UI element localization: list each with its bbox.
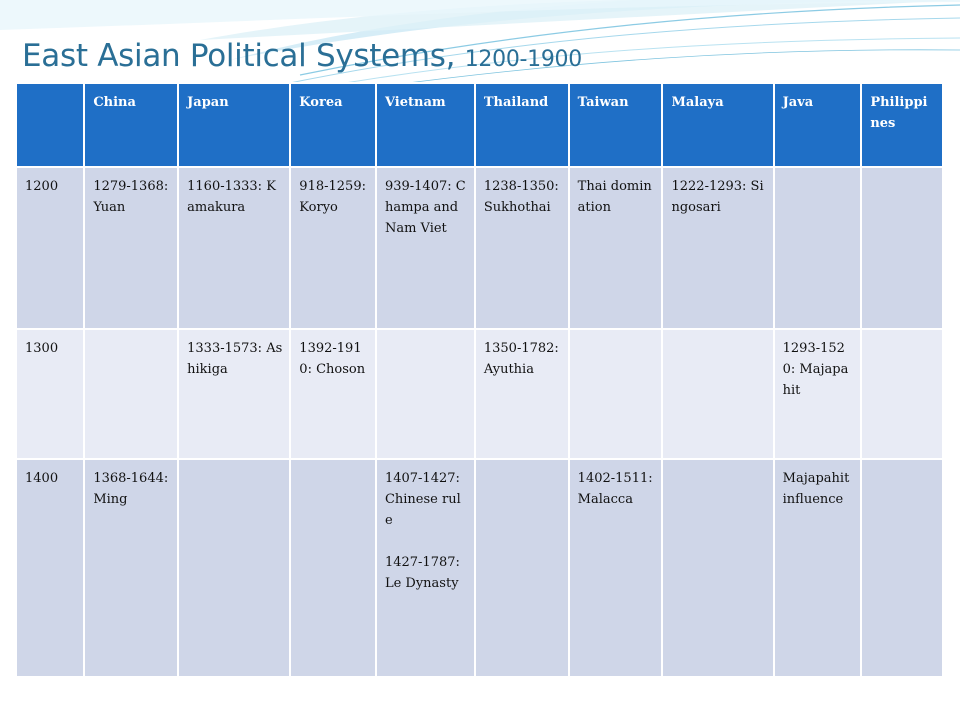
cell-thailand: 1350-1782: Ayuthia <box>475 329 569 459</box>
header-java: Java <box>774 83 862 167</box>
cell-philippines <box>861 459 943 677</box>
cell-taiwan <box>569 329 663 459</box>
header-philippines: Philippines <box>861 83 943 167</box>
political-systems-table-wrapper <box>15 82 944 678</box>
cell-malaya <box>662 459 773 677</box>
cell-java: 1293-1520: Majapahit <box>774 329 862 459</box>
cell-korea <box>290 459 376 677</box>
table-row-1300 <box>16 329 943 459</box>
table-header-row <box>16 83 943 167</box>
slide-title-text: East Asian Political Systems, <box>22 38 456 74</box>
header-korea: Korea <box>290 83 376 167</box>
cell-vietnam: 939-1407: Champa and Nam Viet <box>376 167 475 329</box>
table-row-1400 <box>16 459 943 677</box>
cell-java: Majapahit influence <box>774 459 862 677</box>
cell-japan: 1160-1333: Kamakura <box>178 167 290 329</box>
header-taiwan: Taiwan <box>569 83 663 167</box>
cell-thailand: 1238-1350: Sukhothai <box>475 167 569 329</box>
cell-korea: 1392-1910: Choson <box>290 329 376 459</box>
cell-china: 1279-1368: Yuan <box>84 167 178 329</box>
cell-java <box>774 167 862 329</box>
cell-malaya <box>662 329 773 459</box>
header-malaya: Malaya <box>662 83 773 167</box>
slide-title-range: 1200-1900 <box>464 47 582 72</box>
slide-title <box>22 38 582 74</box>
header-china: China <box>84 83 178 167</box>
cell-vietnam-entry-2: 1427-1787: Le Dynasty <box>384 555 460 591</box>
cell-vietnam-spacer <box>385 531 468 552</box>
cell-philippines <box>861 329 943 459</box>
cell-china <box>84 329 178 459</box>
cell-year: 1400 <box>16 459 84 677</box>
table-row-1200 <box>16 167 943 329</box>
cell-year: 1300 <box>16 329 84 459</box>
cell-taiwan: Thai domination <box>569 167 663 329</box>
header-japan: Japan <box>178 83 290 167</box>
header-thailand: Thailand <box>475 83 569 167</box>
header-corner <box>16 83 84 167</box>
cell-japan <box>178 459 290 677</box>
cell-japan: 1333-1573: Ashikiga <box>178 329 290 459</box>
cell-vietnam-entry-1: 1407-1427: Chinese rule <box>384 471 461 528</box>
cell-thailand <box>475 459 569 677</box>
cell-taiwan: 1402-1511: Malacca <box>569 459 663 677</box>
cell-year: 1200 <box>16 167 84 329</box>
cell-philippines <box>861 167 943 329</box>
political-systems-table <box>15 82 944 678</box>
cell-vietnam <box>376 459 475 677</box>
cell-malaya: 1222-1293: Singosari <box>662 167 773 329</box>
cell-china: 1368-1644: Ming <box>84 459 178 677</box>
cell-vietnam <box>376 329 475 459</box>
cell-korea: 918-1259: Koryo <box>290 167 376 329</box>
header-vietnam: Vietnam <box>376 83 475 167</box>
